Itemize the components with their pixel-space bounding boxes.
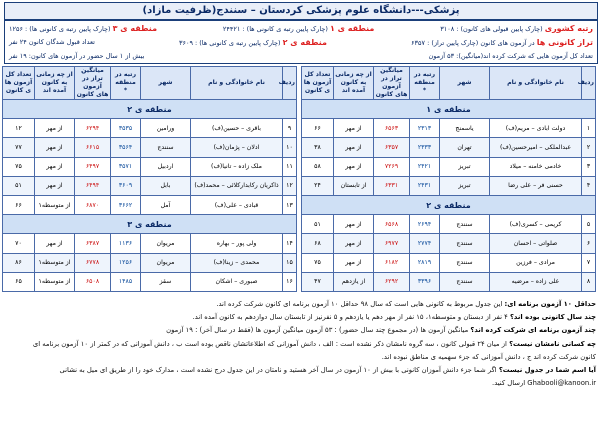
cell-rank: ۱۴۸۵ xyxy=(111,272,141,291)
cell-rank: ۲۷۷۴ xyxy=(410,234,440,253)
header-since: از چه زمانی به کانون آمده اند xyxy=(35,67,75,100)
national-rank-info: رتبه کشوری (چارک پایین قبولی های کانون) : ۳۱۰۸ xyxy=(440,23,593,33)
header-city: شهر xyxy=(141,67,191,100)
cell-rank: ۲۶۹۴ xyxy=(410,215,440,234)
note-line xyxy=(4,338,596,351)
cell-rank: ۲۴۲۱ xyxy=(410,157,440,176)
cell-rank: ۳۶۶۲ xyxy=(111,195,141,214)
cell-since: از تابستان xyxy=(334,176,374,195)
note-line xyxy=(4,364,596,377)
region1-rank-info: منطقه ی ۱ (چارک پایین رتبه ی کانونی ها) : ۲۴۴۲۱ xyxy=(222,23,375,33)
header-score: میانگین تراز در آزمون های کانون xyxy=(75,67,111,100)
note-line xyxy=(4,311,596,324)
summary-box xyxy=(4,20,598,64)
table-header-row xyxy=(302,67,596,100)
header-row-number: ردیف xyxy=(582,67,596,100)
cell-score: ۶۳۸۷ xyxy=(75,234,111,253)
cell-city: سنندج xyxy=(440,215,490,234)
cell-count: ۴۷ xyxy=(302,272,334,291)
cell-city: ورامین xyxy=(141,119,191,138)
score-info: تراز کانونی ها در آزمون های کانون (چارک پایین تراز) : ۶۳۵۷ xyxy=(411,37,593,47)
note-question: چه کسانی نامشان نیست؟ xyxy=(509,339,596,348)
cell-name: صلواتی – احسان xyxy=(490,234,582,253)
note-question: آیا اسم شما در جدول نیست؟ xyxy=(498,366,596,375)
cell-rank: ۲۸۱۹ xyxy=(410,253,440,272)
cell-count: ۵۱ xyxy=(302,215,334,234)
cell-rank: ۲۳۱۳ xyxy=(410,119,440,138)
cell-city: مریوان xyxy=(141,253,191,272)
cell-city: تبریز xyxy=(440,157,490,176)
cell-since: از مهر xyxy=(35,138,75,157)
cell-count: ۵۸ xyxy=(302,157,334,176)
cell-score: ۶۴۹۷ xyxy=(75,157,111,176)
cell-rank: ۳۵۶۴ xyxy=(111,138,141,157)
cell-score: ۷۲۶۹ xyxy=(374,157,410,176)
cell-since: از متوسطه۱ xyxy=(35,253,75,272)
table-row xyxy=(302,272,596,291)
table-row xyxy=(3,253,297,272)
table-row xyxy=(302,119,596,138)
cell-city: مریوان xyxy=(141,234,191,253)
cell-city: آمل xyxy=(141,195,191,214)
cell-rank: ۳۳۹۶ xyxy=(410,272,440,291)
cell-name: حسنی فر – علی رضا xyxy=(490,176,582,195)
cell-city: تبریز xyxy=(440,176,490,195)
cell-since: از مهر xyxy=(334,234,374,253)
cell-row-number: ۱۵ xyxy=(283,253,297,272)
table-row xyxy=(3,119,297,138)
header-name: نام خانوادگی و نام xyxy=(191,67,283,100)
region3-rank-info: منطقه ی ۳ (چارک پایین رتبه ی کانونی ها) : ۱۲۵۶ xyxy=(9,23,158,33)
region-header-row xyxy=(3,100,297,119)
cell-name: عبدالملکی – امیرحسین(ف) xyxy=(490,138,582,157)
note-line xyxy=(4,377,596,390)
region-label: منطقه ی ۳ xyxy=(3,215,297,234)
cell-since: از مهر xyxy=(35,119,75,138)
table-row xyxy=(302,138,596,157)
cell-city: تهران xyxy=(440,138,490,157)
cell-since: از مهر xyxy=(334,215,374,234)
cell-rank: ۱۲۵۶ xyxy=(111,253,141,272)
header-count: تعداد کل آزمون ها ی کانون xyxy=(302,67,334,100)
cell-score: ۶۱۸۲ xyxy=(374,253,410,272)
cell-city: سنندج xyxy=(141,138,191,157)
header-name: نام خانوادگی و نام xyxy=(490,67,582,100)
cell-name: ادلان – پژمان(ف) xyxy=(191,138,283,157)
cell-row-number: ۱ xyxy=(582,119,596,138)
cell-score: ۶۳۳۱ xyxy=(374,176,410,195)
cell-rank: ۱۱۳۶ xyxy=(111,234,141,253)
cell-score: ۶۴۹۴ xyxy=(75,176,111,195)
cell-since: از مهر xyxy=(334,119,374,138)
page-title: پزشکی---دانشگاه علوم پزشکی کردستان – سنندج(ظرفیت مازاد) xyxy=(4,2,598,20)
header-rank: رتبه در منطقه * xyxy=(111,67,141,100)
table-row xyxy=(302,215,596,234)
summary-row-3 xyxy=(5,49,597,63)
cell-row-number: ۳ xyxy=(582,157,596,176)
cell-name: ملک زاده – تانیا(ف) xyxy=(191,157,283,176)
table-row xyxy=(3,176,297,195)
cell-count: ۶۶ xyxy=(3,195,35,214)
cell-count: ۶۸ xyxy=(302,234,334,253)
cell-count: ۸۶ xyxy=(3,253,35,272)
cell-count: ۱۲ xyxy=(3,119,35,138)
cell-rank: ۳۵۳۵ xyxy=(111,119,141,138)
notes-section xyxy=(4,298,596,432)
cell-name: کریمی – کسری(ف) xyxy=(490,215,582,234)
cell-count: ۶۶ xyxy=(302,119,334,138)
region-header-row xyxy=(302,195,596,214)
cell-row-number: ۹ xyxy=(283,119,297,138)
cell-rank: ۲۳۳۳ xyxy=(410,138,440,157)
cell-row-number: ۱۳ xyxy=(283,195,297,214)
summary-row-1 xyxy=(5,21,597,35)
note-line xyxy=(4,324,596,337)
summary-row-2 xyxy=(5,35,597,49)
cell-name: ذاکریان رکابدارکلائی – محمد(ف) xyxy=(191,176,283,195)
cell-count: ۷۰ xyxy=(3,234,35,253)
cell-rank: ۳۵۷۱ xyxy=(111,157,141,176)
left-table-body xyxy=(3,100,297,292)
cell-name: محمدی – زینا(ف) xyxy=(191,253,283,272)
cell-count: ۶۵ xyxy=(3,272,35,291)
header-row-number: ردیف xyxy=(283,67,297,100)
cell-row-number: ۱۲ xyxy=(283,176,297,195)
cell-row-number: ۴ xyxy=(582,176,596,195)
cell-score: ۶۲۹۴ xyxy=(75,119,111,138)
cell-since: از متوسطه۱ xyxy=(35,272,75,291)
cell-city: یاسمنج xyxy=(440,119,490,138)
note-line xyxy=(4,298,596,311)
region-header-row xyxy=(302,100,596,119)
cell-city: سقز xyxy=(141,272,191,291)
cell-name: قبادی – علی(ف) xyxy=(191,195,283,214)
header-rank: رتبه در منطقه * xyxy=(410,67,440,100)
cell-row-number: ۱۰ xyxy=(283,138,297,157)
cell-since: از مهر xyxy=(334,138,374,157)
cell-count: ۷۵ xyxy=(3,157,35,176)
tables-container xyxy=(4,66,596,292)
cell-row-number: ۱۱ xyxy=(283,157,297,176)
cell-name: صبوری – اشکان xyxy=(191,272,283,291)
table-row xyxy=(302,234,596,253)
table-row xyxy=(3,138,297,157)
mean-tests-info: تعداد کل آزمون هایی که شرکت کرده اند(میانگین): ۵۳ آزمون xyxy=(428,52,593,60)
cell-count: ۷۷ xyxy=(3,138,35,157)
header-score: میانگین تراز در آزمون های کانون xyxy=(374,67,410,100)
cell-since: از مهر xyxy=(334,157,374,176)
note-question: چند سال کانونی بوده اند؟ xyxy=(509,313,596,322)
table-row xyxy=(3,272,297,291)
right-table xyxy=(301,66,596,292)
cell-row-number: ۶ xyxy=(582,234,596,253)
cell-name: مرادی – فرزین xyxy=(490,253,582,272)
note-answer: ۴ نفر از دبستان و متوسطه۱، ۱۵ نفر از مهر دهم یا یازدهم و ۵ نفرنیز از تابستان سال دوازدهم به کانون آمده اند. xyxy=(192,313,510,322)
note-question: چند آزمون برنامه ای شرکت کرده اند؟ xyxy=(470,326,596,335)
cell-score: ۶۲۹۲ xyxy=(374,272,410,291)
cell-row-number: ۱۴ xyxy=(283,234,297,253)
cell-score: ۶۸۷۰ xyxy=(75,195,111,214)
table-row xyxy=(3,195,297,214)
table-row xyxy=(302,253,596,272)
table-header-row xyxy=(3,67,297,100)
note-answer: کانون شرکت کرده اند ج ، دانش آموزانی که جزء سهمیه ی مناطق نبوده اند. xyxy=(381,352,596,361)
cell-rank: ۳۶۰۹ xyxy=(111,176,141,195)
header-city: شهر xyxy=(440,67,490,100)
header-count: تعداد کل آزمون ها ی کانون xyxy=(3,67,35,100)
note-answer: Ghabooli@kanoon.ir ارسال کنید. xyxy=(492,379,596,388)
cell-count: ۲۴ xyxy=(302,176,334,195)
cell-score: ۶۵۶۸ xyxy=(374,215,410,234)
left-table xyxy=(2,66,297,292)
region-label: منطقه ی ۲ xyxy=(3,100,297,119)
note-answer: این جدول مربوط به کانونی هایی است که سال ۹۸ حداقل ۱۰ آزمون برنامه ای کانون شرکت کرده اند. xyxy=(216,300,505,308)
header-since: از چه زمانی به کانون آمده اند xyxy=(334,67,374,100)
cell-city: سنندج xyxy=(440,272,490,291)
cell-row-number: ۷ xyxy=(582,253,596,272)
table-row xyxy=(3,157,297,176)
cell-score: ۶۵۰۸ xyxy=(75,272,111,291)
table-row xyxy=(302,176,596,195)
note-line xyxy=(4,351,596,364)
cell-count: ۳۸ xyxy=(302,138,334,157)
region2-rank-info: منطقه ی ۲ (چارک پایین رتبه ی کانونی ها) : ۳۶۰۹ xyxy=(178,37,327,47)
table-row xyxy=(3,234,297,253)
cell-name: باقری – حسین(ف) xyxy=(191,119,283,138)
cell-city: سنندج xyxy=(440,234,490,253)
cell-since: از متوسطه۱ xyxy=(35,195,75,214)
cell-row-number: ۵ xyxy=(582,215,596,234)
table-row xyxy=(302,157,596,176)
cell-name: علی زاده – مرضیه xyxy=(490,272,582,291)
cell-score: ۶۹۷۷ xyxy=(374,234,410,253)
cell-rank: ۲۴۳۱ xyxy=(410,176,440,195)
note-answer: میانگین آزمون ها (در مجموع چند سال حضور) : ۵۳ آزمون میانگین آزمون ها (فقط در سال آخر) : ۱۹ آزمون xyxy=(166,326,471,335)
cell-row-number: ۱۶ xyxy=(283,272,297,291)
cell-since: از مهر xyxy=(35,176,75,195)
cell-row-number: ۲ xyxy=(582,138,596,157)
cell-score: ۶۷۷۸ xyxy=(75,253,111,272)
attendance-info: بیش از ۱ سال حضور در آزمون های کانون: ۱۹ نفر xyxy=(9,52,145,60)
cell-city: سنندج xyxy=(440,253,490,272)
region-header-row xyxy=(3,215,297,234)
cell-city: اردبیل xyxy=(141,157,191,176)
cell-score: ۶۵۶۳ xyxy=(374,119,410,138)
cell-since: از مهر xyxy=(334,253,374,272)
cell-count: ۵۱ xyxy=(3,176,35,195)
cell-since: از یازدهم xyxy=(334,272,374,291)
cell-row-number: ۸ xyxy=(582,272,596,291)
admitted-count: تعداد قبول شدگان کانون ۲۴ نفر xyxy=(9,38,95,46)
cell-since: از مهر xyxy=(35,234,75,253)
note-answer: از میان ۲۴ قبولی کانون ، سه گروه نامشان ذکر نشده است : الف ، دانش آموزانی که اطلاعاتشان ناقص بوده است ب ، دانش آموزانی که در کمتر از ۱۰ آزمون برنامه ای xyxy=(32,339,510,348)
cell-score: ۶۳۵۷ xyxy=(374,138,410,157)
note-answer: اگر شما جزء دانش آموزان کانونی با بیش از ۱۰ آزمون در سال آخر هستید و نامتان در این جدول درج نشده است ، مدارک خود را از طریق ای میل به نشانی xyxy=(59,366,499,375)
cell-since: از مهر xyxy=(35,157,75,176)
right-table-body xyxy=(302,100,596,292)
cell-name: خادمی خامنه – میلاد xyxy=(490,157,582,176)
region-label: منطقه ی ۲ xyxy=(302,195,596,214)
cell-score: ۶۶۱۵ xyxy=(75,138,111,157)
note-question: حداقل ۱۰ آزمون برنامه ای: xyxy=(504,300,596,308)
cell-name: ولی پور – بهاره xyxy=(191,234,283,253)
region-label: منطقه ی ۱ xyxy=(302,100,596,119)
cell-city: بابل xyxy=(141,176,191,195)
cell-count: ۷۵ xyxy=(302,253,334,272)
cell-name: دولت ابادی – مریم(ف) xyxy=(490,119,582,138)
